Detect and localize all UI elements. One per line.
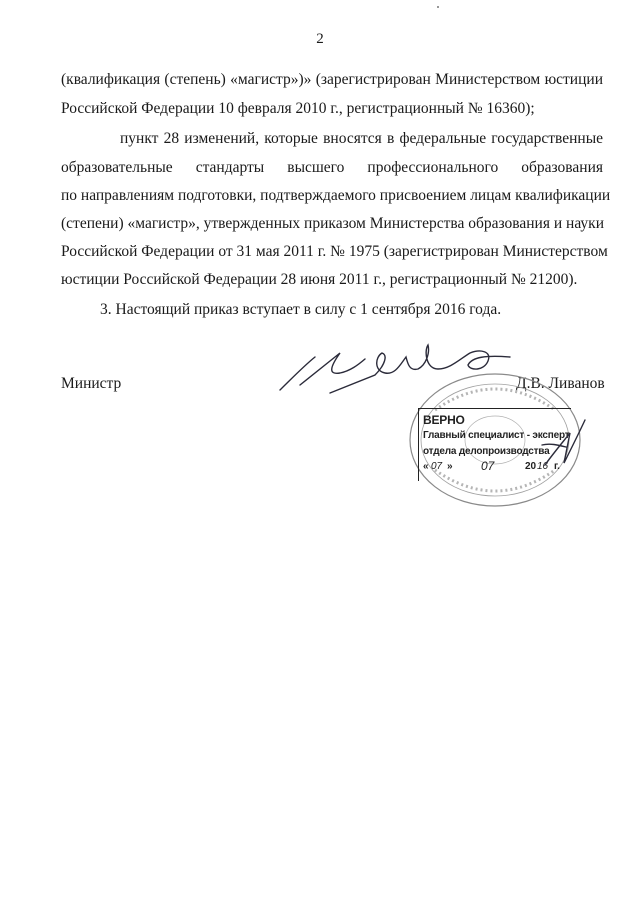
body-line-8: юстиции Российской Федерации 28 июня 2011 г., регистрационный № 21200). [61,271,578,288]
body-line-9: 3. Настоящий приказ вступает в силу с 1 сентября 2016 года. [100,301,502,318]
page-number: 2 [316,31,324,47]
body-line-2: Российской Федерации 10 февраля 2010 г., регистрационный № 16360); [61,100,535,117]
minister-title: Министр [61,375,122,392]
stamp-line-position: Главный специалист - эксперт [423,430,570,441]
stamp-date-day: 07 [431,461,443,472]
scan-speck [437,6,439,8]
stamp-line-verno: ВЕРНО [423,413,465,427]
body-line-6: (степени) «магистр», утвержденных приказом Министерства образования и науки [61,215,604,232]
stamp-date-year: 16 [537,461,549,472]
body-line-4: образовательные стандарты высшего профессионального образования [61,159,603,176]
minister-name: Д.В. Ливанов [516,375,605,392]
stamp-date-close-quote: » [447,461,453,472]
body-line-5: по направлениям подготовки, подтверждаемого присвоением лицам квалификации [61,187,611,204]
stamp-date-year-prefix: 20 [525,461,537,472]
stamp-date-month: 07 [481,459,495,473]
stamp-line-department: отдела делопроизводства [423,446,550,457]
stamp-handwritten-initials [540,415,590,470]
body-line-3: пункт 28 изменений, которые вносятся в федеральные государственные [120,130,603,147]
body-line-7: Российской Федерации от 31 мая 2011 г. № 1975 (зарегистрирован Министерством [61,243,608,260]
stamp-date-suffix: г. [554,461,560,472]
stamp-date-open-quote: « [423,461,429,472]
body-line-1: (квалификация (степень) «магистр»)» (зарегистрирован Министерством юстиции [61,71,603,88]
